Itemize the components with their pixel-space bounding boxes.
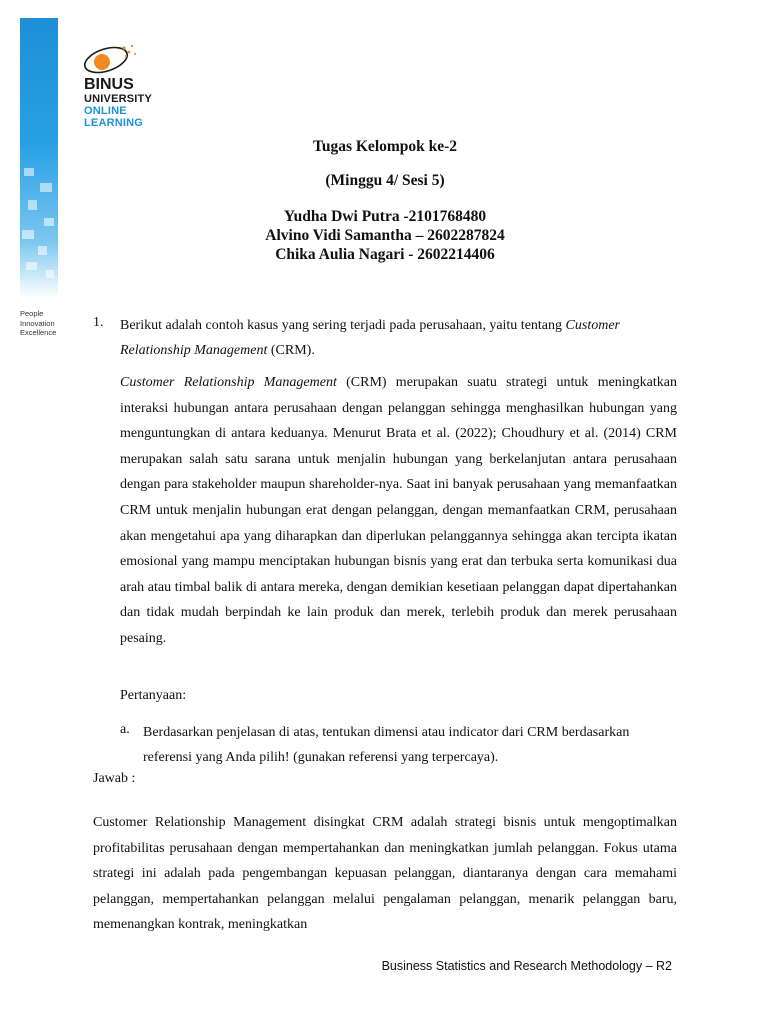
answer-paragraph: Customer Relationship Management disingkat CRM adalah strategi bisnis untuk mengoptimalkan profitabilitas perusahaan dengan mempertahankan dan meningkatkan jumlah pelanggan. Fokus utama strategi ini adalah pada pengembangan kepuasan pelanggan, diantaranya dengan cara memahami pelanggan, mempertahankan pelanggan melalui pengalaman pelanggan, menarik pelanggan baru, memenangkan kontrak, meningkatkan — [93, 815, 677, 932]
logo-line: UNIVERSITY — [84, 93, 153, 105]
logo-text — [84, 76, 152, 129]
strip-tile — [28, 200, 37, 210]
question-prompt-label: Pertanyaan: — [120, 688, 187, 703]
task-title: Tugas Kelompok ke-2 — [312, 138, 458, 155]
question-number: 1. — [93, 315, 104, 330]
sub-question-letter: a. — [120, 722, 130, 737]
strip-tile — [26, 262, 37, 270]
tagline-line: People — [20, 309, 44, 318]
binus-emblem-icon — [80, 38, 140, 78]
strip-tile — [24, 168, 34, 176]
case-paragraph — [120, 370, 677, 652]
sub-question-text: Berdasarkan penjelasan di atas, tentukan dimensi atau indicator dari CRM berdasarkan referensi yang Anda pilih! (gunakan referensi yang terpercaya). — [143, 725, 630, 765]
tagline-line: Excellence — [20, 328, 57, 337]
member-name: Chika Aulia Nagari - 2602214406 — [275, 246, 495, 263]
question-intro-term: Customer Relationship Management — [120, 318, 620, 358]
case-text: (CRM) merupakan suatu strategi untuk meningkatkan interaksi hubungan antara perusahaan dengan pelanggan sehingga menghasilkan hubungan yang menguntungkan di antara keduanya. Menurut Brata et al. (2022); Choudhury et al. (2014) CRM merupakan salah satu sarana untuk menjalin hubungan yang berkelanjutan antara perusahaan dengan para stakeholder maupun shareholder-nya. Saat ini banyak perusahaan yang memanfaatkan CRM untuk menjalin hubungan erat dengan pelanggan, dengan memanfaatkan CRM, perusahaan akan mengetahui apa yang diharapkan dan diperlukan pelanggannya sehingga akan tercipta ikatan emosional yang mampu menciptakan hubungan bisnis yang erat dan terbuka serta komunikasi dua arah atau timbal balik di antara mereka, dengan demikian kesetiaan pelanggan dapat dipertahankan dan tidak mudah berpindah ke lain produk dan merek, terlebih produk dan merek perusahaan pesaing. — [120, 375, 678, 646]
binus-logo — [78, 34, 198, 134]
logo-line: BINUS — [84, 76, 134, 93]
tagline-line: Innovation — [20, 318, 55, 328]
answer-label: Jawab : — [93, 771, 136, 786]
strip-tile — [22, 230, 34, 239]
member-name: Yudha Dwi Putra -2101768480 — [283, 208, 487, 225]
strip-tile — [38, 246, 47, 255]
tagline — [20, 309, 80, 338]
brand-strip — [20, 18, 58, 298]
strip-tile — [44, 218, 54, 226]
member-list — [93, 207, 677, 264]
logo-line: LEARNING — [84, 117, 144, 129]
case-term: Customer Relationship Management — [120, 375, 337, 390]
question-intro — [120, 313, 677, 363]
question-intro-text: Berikut adalah contoh kasus yang sering terjadi pada perusahaan, yaitu tentang — [120, 318, 566, 333]
logo-line: ONLINE — [84, 105, 127, 117]
strip-tile — [40, 183, 52, 192]
member-name: Alvino Vidi Samantha – 2602287824 — [265, 227, 505, 244]
week-session: (Minggu 4/ Sesi 5) — [325, 172, 445, 189]
page-footer: Business Statistics and Research Methodology – R2 — [381, 959, 672, 973]
strip-tile — [46, 270, 54, 278]
question-intro-suffix: (CRM). — [267, 343, 315, 358]
